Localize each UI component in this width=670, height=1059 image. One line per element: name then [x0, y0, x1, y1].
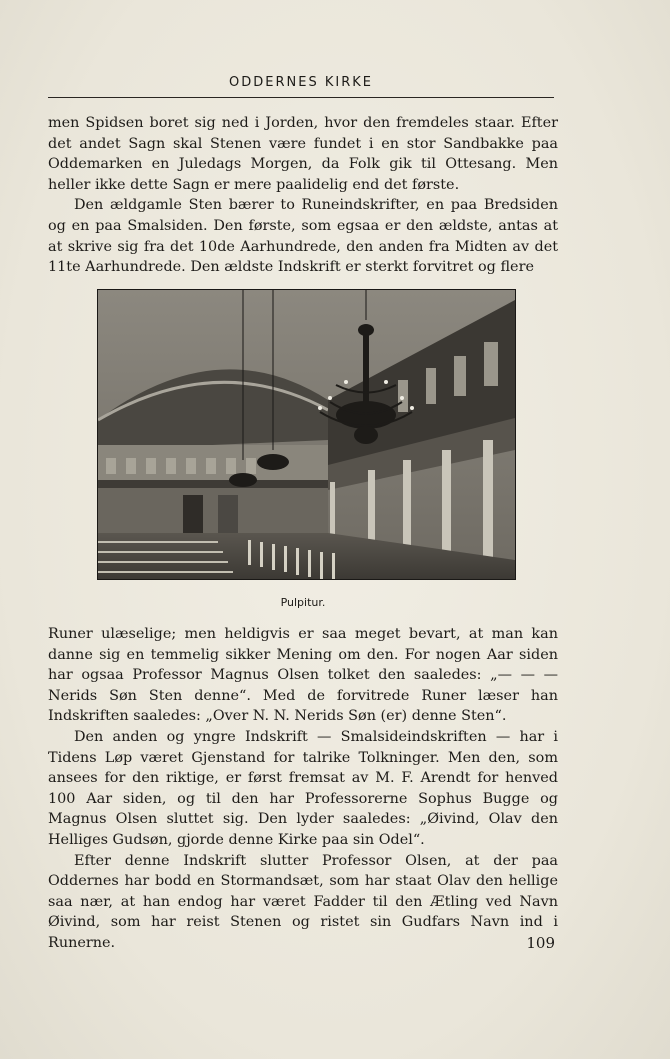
paragraph: Efter denne Indskrift slutter Professor Olsen, at der paa Oddernes har bodd en Stormandsæt, som har staat Olav den hellige saa nær, at han endog har været Fadder til den Ætling ved Navn Øivind, som har reist Stenen og ristet sin Gudfars Navn ind i Runerne.: [48, 852, 558, 951]
figure-caption: Pulpitur.: [280, 596, 326, 609]
photo-illustration: [98, 290, 515, 579]
header-rule: [48, 97, 554, 98]
running-title: ODDERNES KIRKE: [229, 75, 373, 90]
paragraph: Den ældgamle Sten bærer to Runeindskrifter, en paa Bredsiden og en paa Smalsiden. Den første, som egsaa er den ældste, antas at at skrive sig fra det 10de Aarhundrede, den anden fra Midten av det 11te Aarhundrede. Den ældste Indskrift er sterkt forvitret og flere: [48, 197, 558, 276]
text-block-top: [48, 113, 558, 278]
text-block-bottom: [48, 624, 558, 954]
church-interior-photo: [97, 289, 516, 580]
page-number: 109: [526, 934, 555, 952]
paragraph: Runer ulæselige; men heldigvis er saa meget bevart, at man kan danne sig en temmelig sikker Mening om den. For nogen Aar siden har ogsaa Professor Magnus Olsen tolket den saaledes: „— — — Nerids Søn Sten denne“. Med de forvitrede Runer læser han Indskriften saaledes: „Over N. N. Nerids Søn (er) denne Sten“.: [48, 626, 558, 725]
paragraph: men Spidsen boret sig ned i Jorden, hvor den fremdeles staar. Efter det andet Sagn skal Stenen være fundet i en stor Sandbakke paa Oddemarken en Juledags Morgen, da Folk gik til Ottesang. Men heller ikke dette Sagn er mere paalidelig end det første.: [48, 115, 558, 193]
paragraph: Den anden og yngre Indskrift — Smalsideindskriften — har i Tidens Løp været Gjenstand for talrike Tolkninger. Men den, som ansees for den riktige, er først fremsat av M. F. Arendt for henved 100 Aar siden, og til den har Professorerne Sophus Bugge og Magnus Olsen sluttet sig. Den lyder saaledes: „Øivind, Olav den Helliges Gudsøn, gjorde denne Kirke paa sin Odel“.: [48, 728, 558, 848]
